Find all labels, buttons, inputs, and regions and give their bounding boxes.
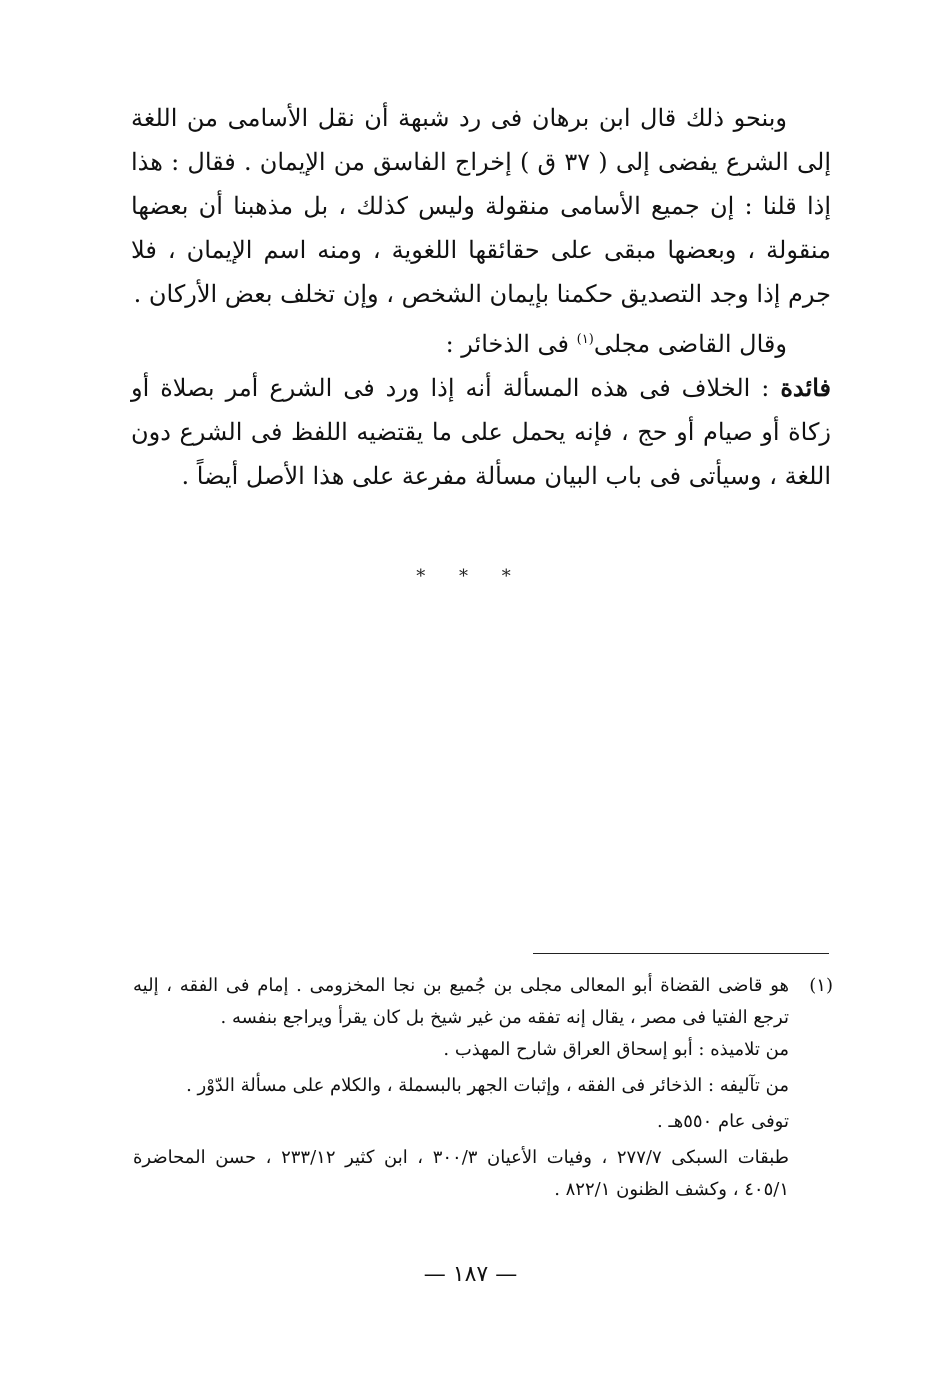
footnote-reference: (١) xyxy=(576,332,594,347)
footnote-rule xyxy=(533,953,829,954)
paragraph-1-line-5: الشخص ، وإن تخلف بعض الأركان . xyxy=(133,280,482,308)
section-separator: * * * xyxy=(416,566,525,587)
footnote-line: هو قاضى القضاة أبو المعالى مجلى بن جُميع بن نجا المخزومى . إمام فى الفقه ، إليه ترجع الفتيا فى مصر ، يقال إنه تفقه من غير شيخ بل كان يقرأ ويراجع بنفسه . xyxy=(133,975,789,1028)
footnote-body xyxy=(133,970,789,1206)
footnote-line: توفى عام ٥٥٠هـ . xyxy=(657,1111,789,1132)
page-number: — ١٨٧ — xyxy=(423,1262,518,1287)
paragraph-1-line-4: حقائقها اللغوية ، ومنه اسم الإيمان ، فلا جرم إذا وجد التصديق حكمنا بإيمان xyxy=(131,236,831,308)
paragraph-3-label: فائدة xyxy=(780,373,831,402)
paragraph-1 xyxy=(131,96,831,316)
footnote-line: من تآليفه : الذخائر فى الفقه ، وإثبات الجهر بالبسملة ، والكلام على مسألة الدّوْر . xyxy=(186,1075,789,1096)
footnotes xyxy=(133,970,833,1206)
footnote-number: (١) xyxy=(809,975,833,996)
paragraph-3-text: : الخلاف فى هذه المسألة أنه إذا ورد فى الشرع أمر بصلاة أو زكاة أو صيام أو حج ، فإنه يحمل على ما يقتضيه اللفظ فى الشرع دون اللغة ، وسيأتى فى باب البيان مسألة مفرعة على هذا الأصل أيضاً . xyxy=(131,374,831,490)
paragraph-2-text-before: وقال القاضى مجلى xyxy=(593,330,787,358)
paragraph-1-line-2: يفضى إلى ( ٣٧ ق ) إخراج الفاسق من الإيمان . فقال : هذا إذا قلنا : إن جميع xyxy=(131,148,831,220)
footnote-line: طبقات السبكى ٢٧٧/٧ ، وفيات الأعيان ٣٠٠/٣ ، ابن كثير ٢٣٣/١٢ ، حسن المحاضرة ٤٠٥/١ ، وكشف الظنون ٨٢٢/١ . xyxy=(133,1147,789,1200)
paragraph-2 xyxy=(131,322,831,366)
footnote-line: من تلاميذه : أبو إسحاق العراق شارح المهذب . xyxy=(443,1039,789,1060)
paragraph-3 xyxy=(131,366,831,498)
main-text xyxy=(131,96,831,498)
paragraph-2-text-after: فى الذخائر : xyxy=(445,330,577,358)
footnote-1 xyxy=(133,970,833,1206)
paragraph-1-line-1: وبنحو ذلك قال ابن برهان فى رد شبهة أن نقل الأسامى من اللغة إلى الشرع xyxy=(131,104,832,176)
paragraph-1-line-3: الأسامى منقولة وليس كذلك ، بل مذهبنا أن بعضها منقولة ، وبعضها مبقى على xyxy=(131,192,831,264)
